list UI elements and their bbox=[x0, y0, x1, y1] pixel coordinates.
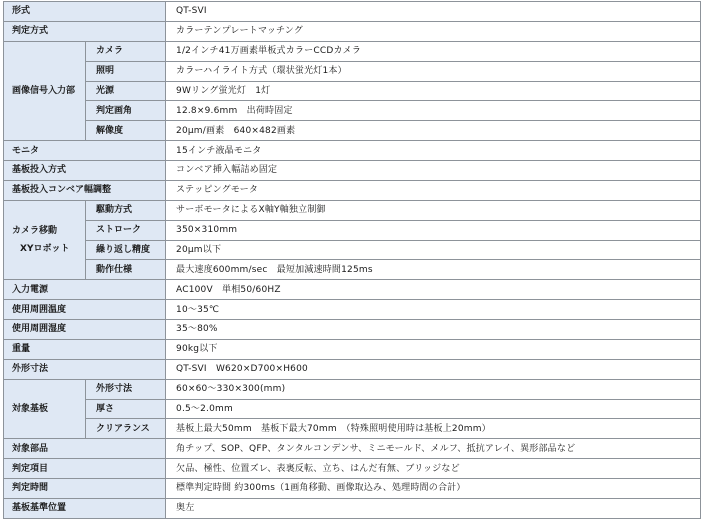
board-reference-label: 基板基準位置 bbox=[4, 498, 166, 518]
row-clearance bbox=[4, 419, 701, 439]
camera-label: カメラ bbox=[86, 41, 166, 61]
stroke-label: ストローク bbox=[86, 220, 166, 240]
row-lighting bbox=[4, 61, 701, 81]
humidity-value: 35～80% bbox=[166, 320, 701, 340]
repeatability-label: 繰り返し精度 bbox=[86, 240, 166, 260]
model-value: QT-SVI bbox=[166, 2, 701, 22]
board-input-value: コンベア挿入幅詰め固定 bbox=[166, 161, 701, 181]
xy-robot-label-line1: カメラ移動 bbox=[12, 226, 58, 236]
clearance-value: 基板上最大50mm 基板下最大70mm （特殊照明使用時は基板上20mm） bbox=[166, 419, 701, 439]
thickness-value: 0.5～2.0mm bbox=[166, 399, 701, 419]
row-conveyor-width bbox=[4, 180, 701, 200]
row-board-reference bbox=[4, 498, 701, 518]
view-angle-label: 判定画角 bbox=[86, 101, 166, 121]
weight-label: 重量 bbox=[4, 339, 166, 359]
row-humidity bbox=[4, 320, 701, 340]
row-temperature bbox=[4, 300, 701, 320]
row-target-parts bbox=[4, 439, 701, 459]
row-drive bbox=[4, 200, 701, 220]
temperature-value: 10～35℃ bbox=[166, 300, 701, 320]
row-weight bbox=[4, 339, 701, 359]
board-size-value: 60×60～330×300(mm) bbox=[166, 379, 701, 399]
board-input-label: 基板投入方式 bbox=[4, 161, 166, 181]
board-reference-value: 奥左 bbox=[166, 498, 701, 518]
operation-label: 動作仕様 bbox=[86, 260, 166, 280]
row-monitor bbox=[4, 141, 701, 161]
power-label: 入力電源 bbox=[4, 280, 166, 300]
conveyor-width-label: 基板投入コンベア幅調整 bbox=[4, 180, 166, 200]
row-inspection-time bbox=[4, 479, 701, 499]
row-light-source bbox=[4, 81, 701, 101]
operation-value: 最大速度600mm/sec 最短加減速時間125ms bbox=[166, 260, 701, 280]
row-model bbox=[4, 2, 701, 22]
conveyor-width-value: ステッピングモータ bbox=[166, 180, 701, 200]
drive-label: 駆動方式 bbox=[86, 200, 166, 220]
dimensions-label: 外形寸法 bbox=[4, 359, 166, 379]
resolution-label: 解像度 bbox=[86, 121, 166, 141]
row-camera bbox=[4, 41, 701, 61]
weight-value: 90kg以下 bbox=[166, 339, 701, 359]
stroke-value: 350×310mm bbox=[166, 220, 701, 240]
row-stroke bbox=[4, 220, 701, 240]
lighting-value: カラーハイライト方式（環状蛍光灯1本） bbox=[166, 61, 701, 81]
thickness-label: 厚さ bbox=[86, 399, 166, 419]
lighting-label: 照明 bbox=[86, 61, 166, 81]
light-source-value: 9Wリング蛍光灯 1灯 bbox=[166, 81, 701, 101]
monitor-value: 15インチ液晶モニタ bbox=[166, 141, 701, 161]
camera-value: 1/2インチ41万画素単板式カラーCCDカメラ bbox=[166, 41, 701, 61]
row-inspection-items bbox=[4, 459, 701, 479]
model-label: 形式 bbox=[4, 2, 166, 22]
spec-table bbox=[3, 1, 701, 519]
xy-robot-group-label bbox=[4, 200, 86, 280]
inspection-items-value: 欠品、極性、位置ズレ、表裏反転、立ち、はんだ有無、ブリッジなど bbox=[166, 459, 701, 479]
row-view-angle bbox=[4, 101, 701, 121]
view-angle-value: 12.8×9.6mm 出荷時固定 bbox=[166, 101, 701, 121]
method-label: 判定方式 bbox=[4, 21, 166, 41]
row-method bbox=[4, 21, 701, 41]
drive-value: サーボモータによるX軸Y軸独立制御 bbox=[166, 200, 701, 220]
clearance-label: クリアランス bbox=[86, 419, 166, 439]
dimensions-value: QT-SVI W620×D700×H600 bbox=[166, 359, 701, 379]
power-value: AC100V 単相50/60HZ bbox=[166, 280, 701, 300]
target-parts-label: 対象部品 bbox=[4, 439, 166, 459]
resolution-value: 20μm/画素 640×482画素 bbox=[166, 121, 701, 141]
row-dimensions bbox=[4, 359, 701, 379]
image-input-group-label: 画像信号入力部 bbox=[4, 41, 86, 140]
humidity-label: 使用周囲湿度 bbox=[4, 320, 166, 340]
monitor-label: モニタ bbox=[4, 141, 166, 161]
xy-robot-label-line2: XYロボット bbox=[20, 244, 70, 254]
row-operation bbox=[4, 260, 701, 280]
target-board-group-label: 対象基板 bbox=[4, 379, 86, 439]
row-resolution bbox=[4, 121, 701, 141]
method-value: カラーテンプレートマッチング bbox=[166, 21, 701, 41]
row-board-size bbox=[4, 379, 701, 399]
target-parts-value: 角チップ、SOP、QFP、タンタルコンデンサ、ミニモールド、メルフ、抵抗アレイ、異形部品など bbox=[166, 439, 701, 459]
board-size-label: 外形寸法 bbox=[86, 379, 166, 399]
light-source-label: 光源 bbox=[86, 81, 166, 101]
inspection-time-value: 標準判定時間 約300ms（1画角移動、画像取込み、処理時間の合計） bbox=[166, 479, 701, 499]
row-repeatability bbox=[4, 240, 701, 260]
temperature-label: 使用周囲温度 bbox=[4, 300, 166, 320]
row-power bbox=[4, 280, 701, 300]
inspection-time-label: 判定時間 bbox=[4, 479, 166, 499]
row-board-input bbox=[4, 161, 701, 181]
inspection-items-label: 判定項目 bbox=[4, 459, 166, 479]
row-thickness bbox=[4, 399, 701, 419]
repeatability-value: 20μm以下 bbox=[166, 240, 701, 260]
